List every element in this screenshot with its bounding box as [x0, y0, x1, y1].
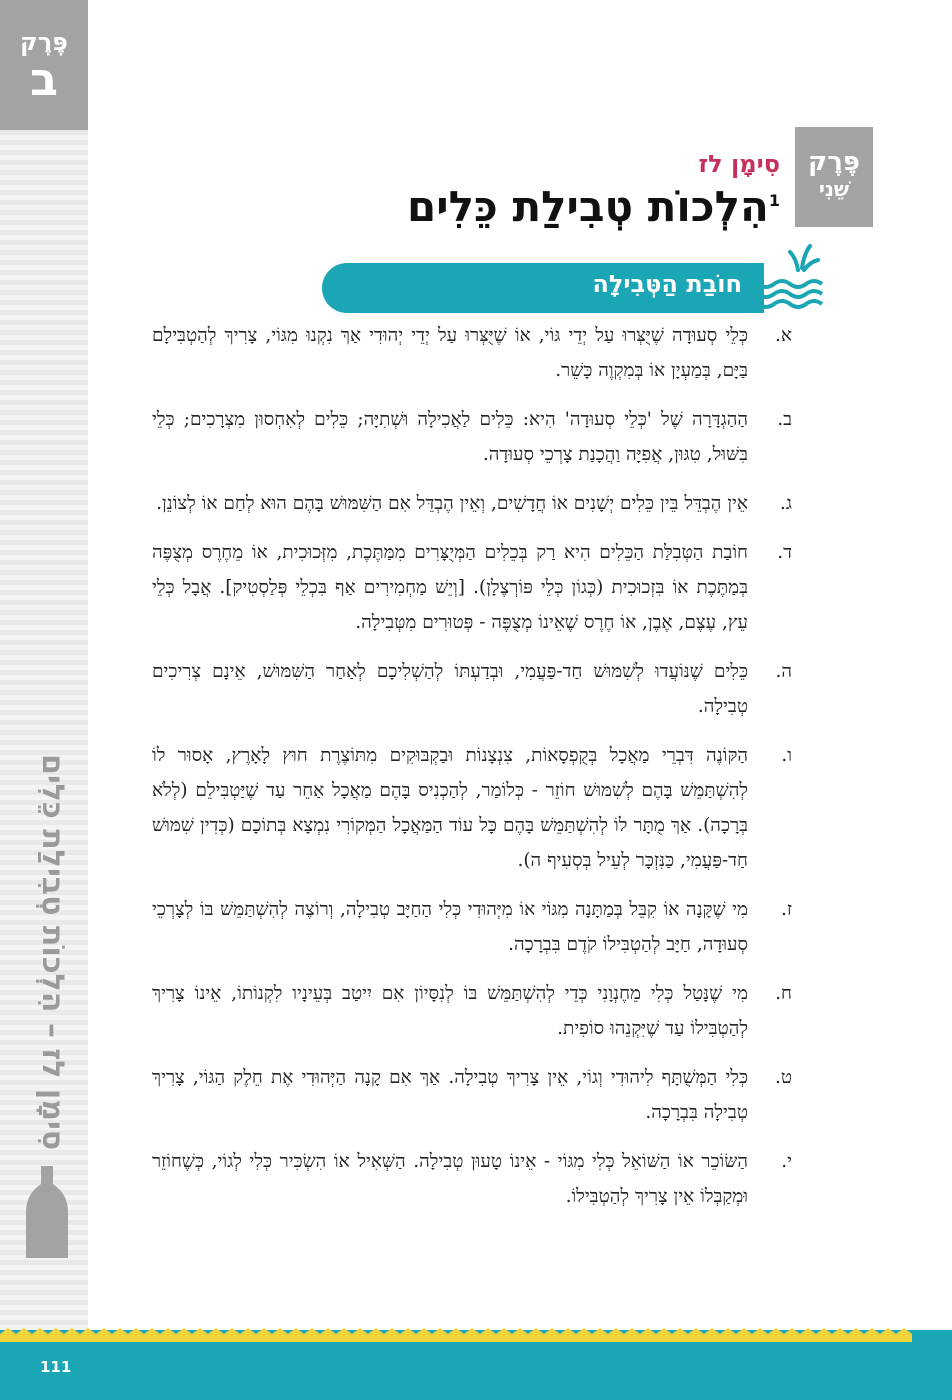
item-number: ט. — [774, 1067, 792, 1088]
chapter-tab-word: פֶּרֶק — [20, 28, 68, 56]
item-number: ב. — [777, 409, 792, 430]
chapter-label: פֶּרֶק — [808, 147, 860, 177]
item-text: הַשּׂוֹכֵר אוֹ הַשּׁוֹאֵל כְּלִי מִגּוֹי - אֵינוֹ טָעוּן טְבִילָה. הַשְּׁאִיל אוֹ הִשְׂכִּיר כְּלִי לְגוֹי, כְּשֶׁחוֹזֵר וּמְקַבְּלוֹ אֵין צָרִיךְ לְהַטְבִּילוֹ. — [152, 1151, 748, 1207]
item-number: י. — [781, 1151, 792, 1172]
list-item — [152, 654, 792, 724]
chapter-number: שֵׁנִי — [818, 177, 850, 201]
bottle-icon — [26, 1166, 68, 1258]
item-text: חוֹבַת הַטְּבִלַּת הַכֵּלִים הִיא רַק בְּכֵלִים הַמְּיֻצָּרִים מִמַּתֶּכֶת, מִזְּכוּכִית, אוֹ מֵחֶרֶס מְצֻפֶּה בְּמַתֶּכֶת אוֹ בִּזְכוּכִית (כְּגוֹן כְּלֵי פּוֹרְצֶלָן). [וְיֵשׁ מַחְמִירִים אַף בִּכְלֵי פְּלַסְטִיק]. אֲבָל כְּלֵי עֵץ, עֶצֶם, אֶבֶן, אוֹ חֶרֶס שֶׁאֵינוֹ מְצֻפֶּה - פְּטוּרִים מִטְּבִילָה. — [152, 542, 748, 633]
item-number: ה. — [775, 661, 792, 682]
item-number: ד. — [777, 542, 792, 563]
chapter-box — [795, 127, 873, 227]
list-item — [152, 1060, 792, 1130]
list-item — [152, 318, 792, 388]
item-number: א. — [775, 325, 792, 346]
item-number: ז. — [780, 899, 792, 920]
vertical-running-title: סִימָן לז – הִלְכוֹת טְבִילַת כֵּלִים — [35, 753, 70, 1150]
item-number: ו. — [781, 745, 792, 766]
page-number: 111 — [40, 1358, 72, 1376]
list-item — [152, 486, 792, 521]
list-item — [152, 738, 792, 878]
list-item — [152, 535, 792, 640]
item-text: כְּלִי הַמְּשֻׁתָּף לִיהוּדִי וְגוֹי, אֵין צָרִיךְ טְבִילָה. אַךְ אִם קָנָה הַיְּהוּדִי אֶת חֵלֶק הַגּוֹי, צָרִיךְ טְבִילָה בִּבְרָכָה. — [152, 1067, 748, 1123]
page-title — [407, 182, 780, 231]
page-title-text: הִלְכוֹת טְבִילַת כֵּלִים — [407, 182, 769, 231]
item-text: כֵּלִים שֶׁנּוֹעֲדוּ לְשִׁמּוּשׁ חַד-פַּעֲמִי, וּבְדַעְתּוֹ לְהַשְׁלִיכָם לְאַחַר הַשִּׁמּוּשׁ, אֵינָם צְרִיכִים טְבִילָה. — [152, 661, 748, 717]
footnote-marker: 1 — [768, 191, 780, 210]
list-item — [152, 976, 792, 1046]
item-text: כְּלֵי סְעוּדָה שֶׁיֻּצְּרוּ עַל יְדֵי גּוֹי, אוֹ שֶׁיֻּצְּרוּ עַל יְדֵי יְהוּדִי אַךְ נִקְנוּ מִגּוֹי, צָרִיךְ לְהַטְבִּילָם בַּיָּם, בְּמַעְיָן אוֹ בְּמִקְוֶה כָּשֵׁר. — [152, 325, 748, 381]
item-text: מִי שֶׁקָּנָה אוֹ קִבֵּל בְּמַתָּנָה מִגּוֹי אוֹ מִיְּהוּדִי כְּלִי הַחַיָּב טְבִילָה, וְרוֹצֶה לְהִשְׁתַּמֵּשׁ בּוֹ לְצָרְכֵי סְעוּדָה, חַיָּב לְהַטְבִּילוֹ קֹדֶם בִּבְרָכָה. — [152, 899, 748, 955]
list-item — [152, 1144, 792, 1214]
item-text: הַקּוֹנֶה דִּבְרֵי מַאֲכָל בְּקֻפְסָאוֹת, צִנְצָנוֹת וּבַקְבּוּקִים מִתּוֹצֶרֶת חוּץ לָאָרֶץ, אָסוּר לוֹ לְהִשְׁתַּמֵּשׁ בָּהֶם לְשִׁמּוּשׁ חוֹזֵר - כְּלוֹמַר, לְהַכְנִיס בָּהֶם מַאֲכָל אַחֵר עַד שֶׁיַּטְבִּילֵם (לְלֹא בְּרָכָה). אַךְ מֻתָּר לוֹ לְהִשְׁתַּמֵּשׁ בָּהֶם כָּל עוֹד הַמַּאֲכָל הַמְּקוֹרִי נִמְצָא בְּתוֹכָם (כְּדִין שִׁמּוּשׁ חַד-פַּעֲמִי, כַּנִּזְכָּר לְעֵיל בְּסְעִיף ה). — [152, 745, 748, 871]
siman-label: סִימָן לז — [698, 150, 780, 178]
item-number: ח. — [775, 983, 792, 1004]
list-item — [152, 402, 792, 472]
zigzag-border — [0, 1326, 952, 1342]
chapter-tab-letter: ב — [29, 52, 59, 106]
list-item — [152, 892, 792, 962]
item-text: הַהַגְדָּרָה שֶׁל 'כְּלֵי סְעוּדָה' הִיא: כֵּלִים לַאֲכִילָה וּשְׁתִיָּה; כֵּלִים לְאִחְסוּן מִצְרָכִים; כְּלֵי בִּשּׁוּל, טִגּוּן, אֲפִיָּה וַהֲכָנַת צָרְכֵי סְעוּדָה. — [152, 409, 748, 465]
item-text: אֵין הֶבְדֵּל בֵּין כֵּלִים יְשָׁנִים אוֹ חֲדָשִׁים, וְאֵין הֶבְדֵּל אִם הַשִּׁמּוּשׁ בָּהֶם הוּא לְחַם אוֹ לְצוֹנֵן. — [156, 493, 748, 514]
rules-list — [152, 318, 792, 1228]
water-waves-icon — [738, 240, 832, 310]
chapter-tab — [0, 0, 88, 130]
section-title: חוֹבַת הַטְּבִילָה — [592, 270, 742, 298]
item-text: מִי שֶׁנָּטַל כְּלִי מֵחֶנְוָנִי כְּדֵי לְהִשְׁתַּמֵּשׁ בּוֹ לְנִסָּיוֹן אִם יִיטַב בְּעֵינָיו לִקְנוֹתוֹ, אֵינוֹ צָרִיךְ לְהַטְבִּילוֹ עַד שֶׁיִּקְנֵהוּ סוֹפִית. — [152, 983, 748, 1039]
item-number: ג. — [780, 493, 792, 514]
